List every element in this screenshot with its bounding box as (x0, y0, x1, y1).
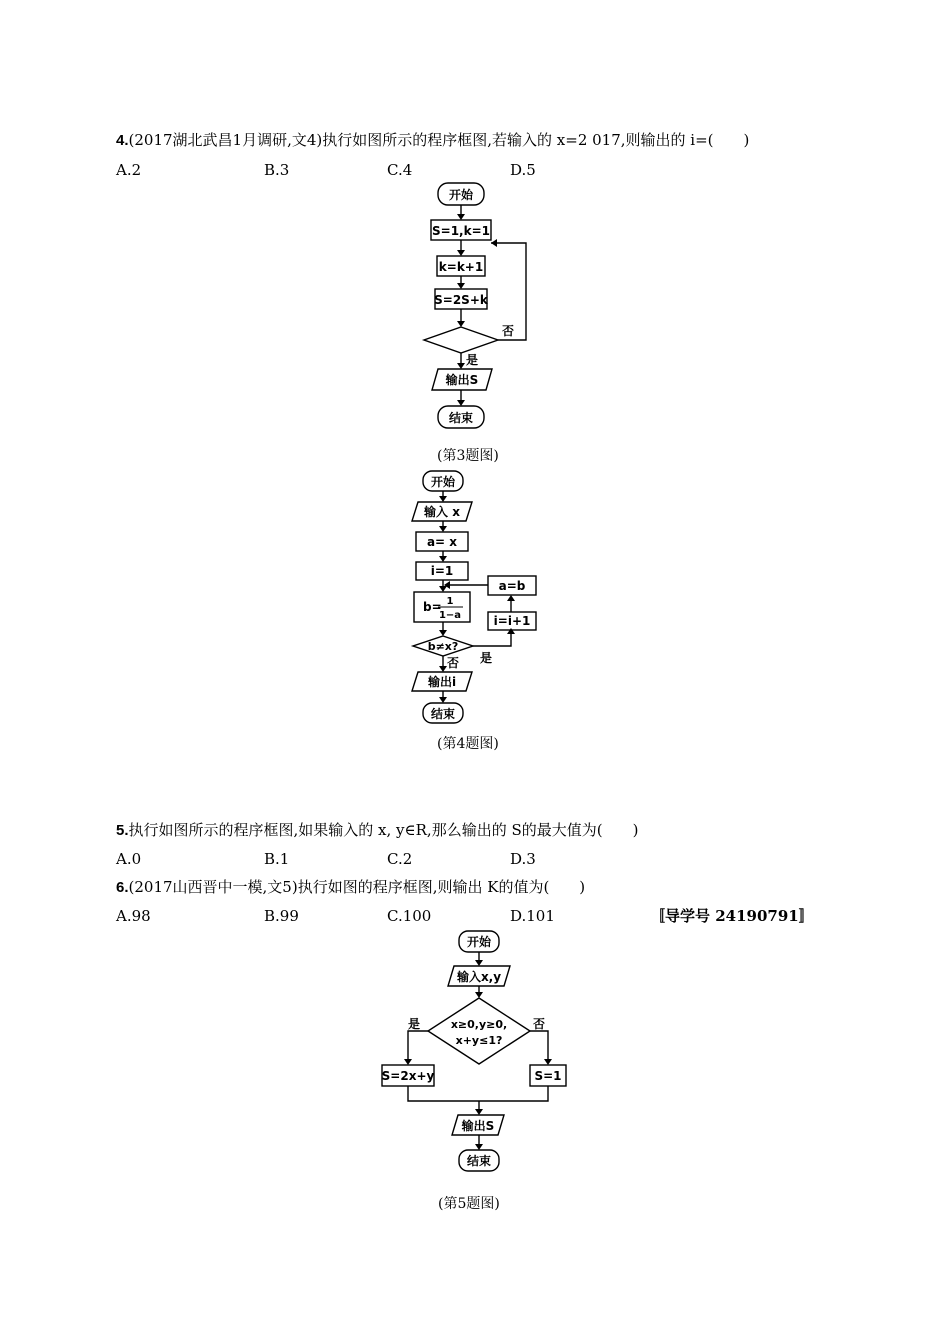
fig5-decision-diamond (428, 998, 530, 1064)
question-4-text: (2017湖北武昌1月调研,文4)执行如图所示的程序框图,若输入的 x=2 017,则输出的 i=( ) (128, 131, 750, 149)
fig5-input-label: 输入x,y (456, 970, 502, 984)
fig3-caption: (第3题图) (437, 448, 499, 464)
fig4-output-label: 输出i (427, 675, 457, 689)
fig4-assign-a-label: a= x (426, 535, 458, 549)
fig4-calc-b-lhs: b= (423, 600, 442, 614)
question-5-text: 执行如图所示的程序框图,如果输入的 x, y∈R,那么输出的 S的最大值为( ) (128, 821, 639, 839)
q4-option-a: A.2 (116, 161, 142, 179)
q6-option-b: B.99 (264, 907, 299, 925)
fig5-right-label: S=1 (534, 1069, 562, 1083)
fig3-end-label: 结束 (448, 411, 474, 425)
fig4-no-label: 否 (447, 656, 460, 670)
fig3-yes-label: 是 (466, 353, 479, 367)
fig3-step1-label: k=k+1 (438, 260, 484, 274)
fig4-yes-label: 是 (480, 651, 493, 665)
fig3-no-label: 否 (502, 324, 515, 338)
fig4-calc-b-numerator: 1 (446, 596, 454, 607)
fig5-left-label: S=2x+y (381, 1069, 435, 1083)
fig5-cond-line1: x≥0,y≥0, (450, 1018, 508, 1031)
fig4-init-i-label: i=1 (430, 564, 454, 578)
question-6-number: 6. (116, 879, 129, 896)
fig5-yes-label: 是 (408, 1017, 421, 1031)
fig4-input-label: 输入 x (424, 505, 460, 519)
question-4-number: 4. (116, 132, 129, 149)
fig3-output-label: 输出S (445, 373, 479, 387)
fig5-output-label: 输出S (461, 1119, 495, 1133)
fig4-cond-label: b≠x? (427, 640, 459, 653)
q6-option-c: C.100 (387, 907, 432, 925)
q5-option-d: D.3 (510, 850, 536, 868)
fig4-assign-ab-label: a=b (498, 579, 526, 593)
q5-option-b: B.1 (264, 850, 290, 868)
q6-option-d: D.101 (510, 907, 555, 925)
fig3-init-label: S=1,k=1 (432, 224, 490, 238)
fig3-step2-label: S=2S+k (434, 293, 488, 307)
q4-option-c: C.4 (387, 161, 413, 179)
question-6-text: (2017山西晋中一模,文5)执行如图的程序框图,则输出 K的值为( ) (128, 878, 586, 896)
fig3-start-label: 开始 (448, 188, 474, 202)
q6-option-a: A.98 (116, 907, 151, 925)
fig5-start-label: 开始 (466, 935, 492, 949)
fig5-end-label: 结束 (466, 1154, 492, 1168)
fig4-start-label: 开始 (430, 475, 456, 489)
q5-option-c: C.2 (387, 850, 413, 868)
fig5-caption: (第5题图) (438, 1196, 500, 1212)
fig4-end-label: 结束 (430, 707, 456, 721)
fig5-no-label: 否 (533, 1017, 546, 1031)
fig4-inc-i-label: i=i+1 (493, 614, 531, 628)
q5-option-a: A.0 (116, 850, 142, 868)
fig5-cond-line2: x+y≤1? (455, 1034, 503, 1047)
q6-guide-number: 〚导学号 24190791〛 (650, 907, 814, 925)
fig4-caption: (第4题图) (437, 736, 499, 752)
q4-option-b: B.3 (264, 161, 290, 179)
question-5-number: 5. (116, 822, 129, 839)
fig4-calc-b-denominator: 1−a (438, 610, 462, 621)
q4-option-d: D.5 (510, 161, 536, 179)
